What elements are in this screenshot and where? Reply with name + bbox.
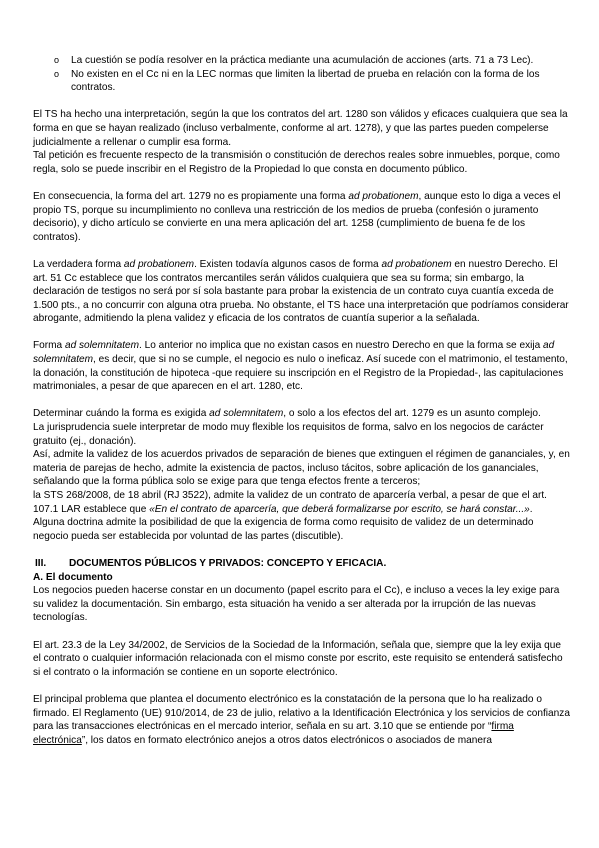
paragraph: La jurisprudencia suele interpretar de modo muy flexible los requisitos de forma, salvo en los negocios de carácter gratuito (ej., donación). bbox=[33, 422, 544, 447]
paragraph: Forma ad solemnitatem. Lo anterior no implica que no existan casos en nuestro Derecho en que la forma se exija ad solemnitatem, es decir, que si no se cumple, el negocio es nulo o ineficaz. Así sucede con el matrimonio, el testamento, la donación, la constitución de hipoteca -que requiere su inscripción en el Registro de la Propiedad-, las capitulaciones matrimoniales, a pesar de que aparecen en el art. 1280, etc. bbox=[33, 340, 568, 393]
list-item: o La cuestión se podía resolver en la práctica mediante una acumulación de acciones (arts. 71 a 73 Lec). bbox=[54, 54, 571, 68]
paragraph: Alguna doctrina admite la posibilidad de que la exigencia de forma como requisito de validez de un determinado negocio pueda ser establecida por voluntad de las partes (discutible). bbox=[33, 517, 534, 542]
paragraph: Así, admite la validez de los acuerdos privados de separación de bienes que extinguen el régimen de gananciales, y, en materia de parejas de hecho, admite la existencia de pactos, incluso tácitos, sobre aplicación de los gananciales, señalando que la forma pública solo se exige para que tenga efectos frente a terceros; bbox=[33, 449, 570, 488]
firma-electronica-term: firma electrónica bbox=[33, 721, 514, 746]
paragraph: El TS ha hecho una interpretación, según la que los contratos del art. 1280 son válidos y eficaces cualquiera que sea la forma en que se hayan realizado (incluso verbalmente, conforme al art. 1278), y que las partes pueden compelerse judicialmente a rellenar o cumplir esa forma. bbox=[33, 109, 568, 148]
paragraph: En consecuencia, la forma del art. 1279 no es propiamente una forma ad probationem, aunque esto lo diga a veces el propio TS, porque su incumplimiento no conlleva una restricción de los medios de prueba (confesión o juramento decisorio), y dicho artículo se convierte en una mera aplicación del art. 1258 (cumplimiento de buena fe de los contratos). bbox=[33, 190, 561, 243]
document-page bbox=[33, 54, 571, 747]
section-title: DOCUMENTOS PÚBLICOS Y PRIVADOS: CONCEPTO Y EFICACIA. bbox=[69, 557, 387, 569]
section-heading bbox=[33, 557, 571, 571]
paragraph: la STS 268/2008, de 18 abril (RJ 3522), admite la validez de un contrato de aparcería verbal, a pesar de que el art. 107.1 LAR establece que «En el contrato de aparcería, que deberá formalizarse por escrito, se hará constar...». bbox=[33, 490, 547, 515]
paragraph: Determinar cuándo la forma es exigida ad solemnitatem, o solo a los efectos del art. 1279 es un asunto complejo. bbox=[33, 408, 541, 420]
section-number: III. bbox=[35, 557, 47, 569]
paragraph: El principal problema que plantea el documento electrónico es la constatación de la persona que lo ha realizado o firmado. El Reglamento (UE) 910/2014, de 23 de julio, relativo a la Identificación Electrónica y los servicios de confianza para las transacciones electrónicas en el mercado interior, señala en su art. 3.10 que se entiende por “firma electrónica”, los datos en formato electrónico anejos a otros datos electrónicos o asociados de manera bbox=[33, 693, 570, 746]
bullet-list bbox=[33, 54, 571, 95]
list-item: o No existen en el Cc ni en la LEC normas que limiten la libertad de prueba en relación con la forma de los contratos. bbox=[54, 68, 571, 95]
paragraph: Tal petición es frecuente respecto de la transmisión o constitución de derechos reales sobre inmuebles, porque, como regla, solo se puede inscribir en el Registro de la Propiedad lo que consta en documento público. bbox=[33, 150, 560, 175]
paragraph: Los negocios pueden hacerse constar en un documento (papel escrito para el Cc), e incluso a veces la ley exige para su validez la documentación. Sin embargo, esta situación ha venido a ser alterada por la irrupción de las nuevas tecnologías. bbox=[33, 585, 560, 624]
subsection-heading: A. El documento bbox=[33, 571, 113, 583]
paragraph: La verdadera forma ad probationem. Existen todavía algunos casos de forma ad probationem en nuestro Derecho. El art. 51 Cc establece que los contratos mercantiles serán válidos cualquiera que sea su forma; sin embargo, la declaración de testigos no será por sí sola bastante para probar la existencia de un contrato cuya cuantía exceda de 1.500 pts., a no concurrir con alguna otra prueba. No obstante, el TS hace una interpretación que podríamos considerar abrogante, admitiendo la plena validez y eficacia de los contratos de cuantía superior a la señalada. bbox=[33, 258, 569, 325]
paragraph: El art. 23.3 de la Ley 34/2002, de Servicios de la Sociedad de la Información, señala que, siempre que la ley exija que el contrato o cualquier información relacionada con el mismo conste por escrito, este requisito se entenderá satisfecho si el contrato o la información se contiene en un soporte electrónico. bbox=[33, 639, 563, 678]
